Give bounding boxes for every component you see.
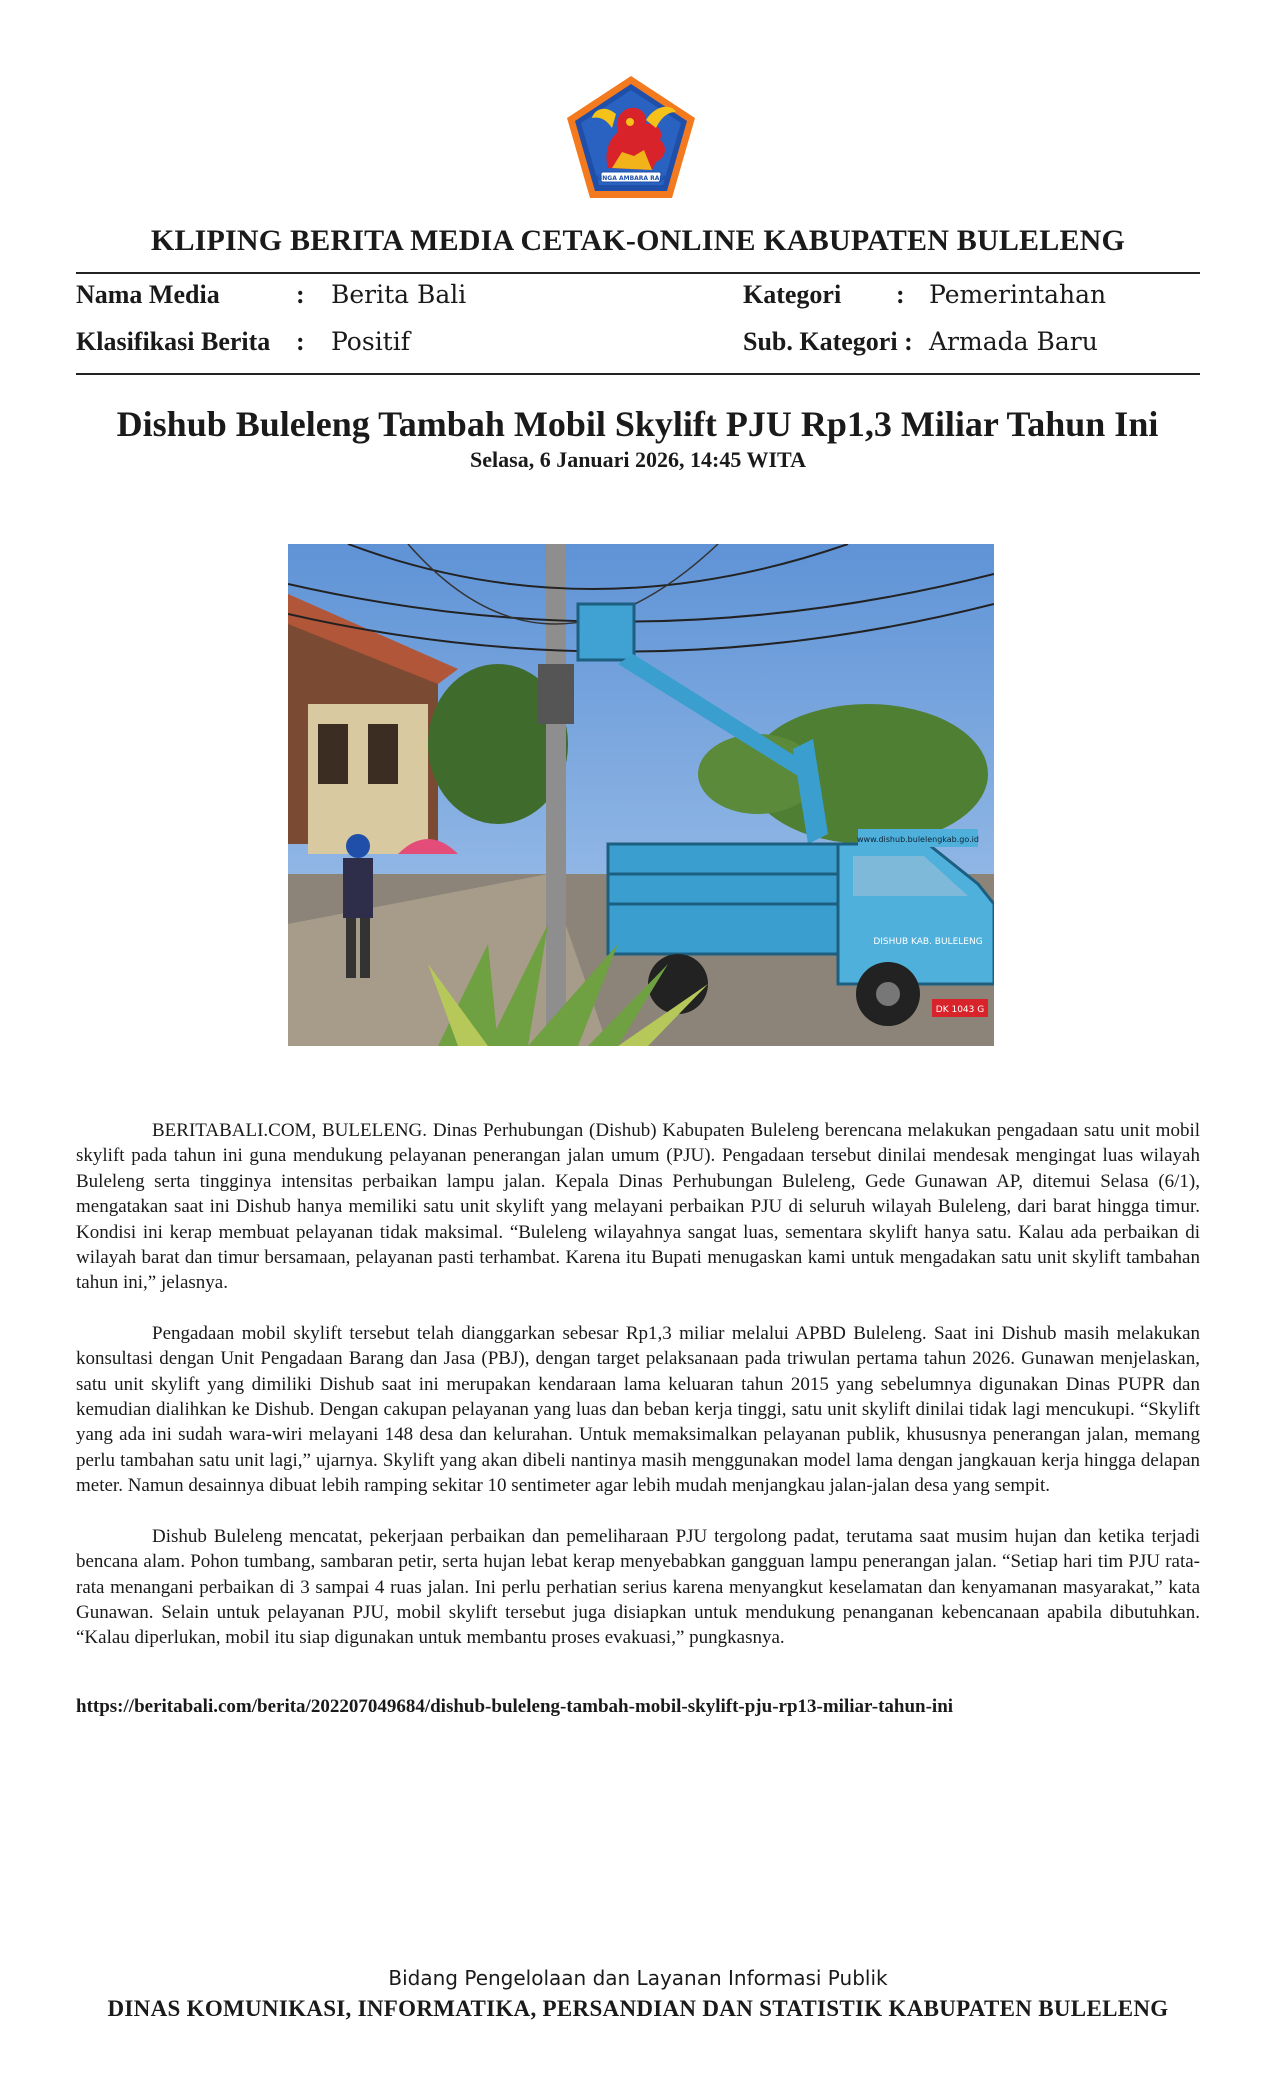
media-value: Berita Bali bbox=[331, 280, 467, 309]
subcategory-value: Armada Baru bbox=[929, 327, 1098, 356]
footer-division: Bidang Pengelolaan dan Layanan Informasi Publik bbox=[388, 1966, 888, 1990]
article-date: Selasa, 6 Januari 2026, 14:45 WITA bbox=[470, 447, 806, 472]
media-label: Nama Media bbox=[76, 280, 220, 309]
category-label: Kategori bbox=[743, 280, 842, 309]
article-photo-skylift-truck bbox=[288, 544, 994, 1046]
meta-row-classification bbox=[76, 327, 1200, 363]
document-header-title: KLIPING BERITA MEDIA CETAK-ONLINE KABUPATEN BULELENG bbox=[150, 224, 1126, 257]
skylift-truck-photo bbox=[288, 544, 994, 1046]
category-value: Pemerintahan bbox=[929, 280, 1107, 309]
footer-agency: DINAS KOMUNIKASI, INFORMATIKA, PERSANDIAN DAN STATISTIK KABUPATEN BULELENG bbox=[107, 1996, 1169, 2021]
article-title: Dishub Buleleng Tambah Mobil Skylift PJU Rp1,3 Miliar Tahun Ini bbox=[116, 404, 1159, 444]
media-separator: : bbox=[296, 280, 305, 309]
meta-row-media bbox=[76, 280, 1200, 316]
header-bottom-divider bbox=[76, 373, 1200, 375]
article-source-link[interactable]: https://beritabali.com/berita/202207049684/dishub-buleleng-tambah-mobil-skylift-pju-rp13-miliar-tahun-ini bbox=[76, 1696, 954, 1717]
classification-label: Klasifikasi Berita bbox=[76, 327, 271, 356]
category-separator: : bbox=[896, 280, 905, 309]
truck-door-text: DISHUB KAB. BULELENG bbox=[873, 937, 983, 947]
lion-emblem-icon bbox=[564, 74, 698, 200]
truck-plate-text: DK 1043 G bbox=[935, 1005, 985, 1015]
article-paragraph-2: Pengadaan mobil skylift tersebut telah dianggarkan sebesar Rp1,3 miliar melalui APBD Buleleng. Saat ini Dishub masih melakukan konsultasi dengan Unit Pengadaan Barang dan Jasa (PBJ), dengan target pelaksanaan pada triwulan pertama tahun 2026. Gunawan menjelaskan, satu unit skylift yang dimiliki Dishub saat ini merupakan kendaraan lama keluaran tahun 2015 yang sebelumnya digunakan Dinas PUPR dan kemudian dialihkan ke Dishub. Dengan cakupan pelayanan yang luas dan beban kerja tinggi, satu unit skylift dinilai tidak lagi mencukupi. “Skylift yang ada ini sudah wara-wiri melayani 148 desa dan kelurahan. Untuk memaksimalkan pelayanan publik, khususnya penerangan jalan, memang perlu tambahan satu unit lagi,” ujarnya. Skylift yang akan dibeli nantinya masih menggunakan model lama dengan jangkauan kerja hingga delapan meter. Namun desainnya dibuat lebih ramping sekitar 10 sentimeter agar lebih mudah menjangkau jalan-jalan desa yang sempit. bbox=[76, 1322, 1200, 1497]
logo-motto-text: SINGA AMBARA RAJA bbox=[595, 175, 667, 182]
header-top-divider bbox=[76, 272, 1200, 274]
article-body bbox=[76, 1118, 1200, 1676]
classification-separator: : bbox=[296, 327, 305, 356]
article-paragraph-1: BERITABALI.COM, BULELENG. Dinas Perhubungan (Dishub) Kabupaten Buleleng berencana melakukan pengadaan satu unit mobil skylift pada tahun ini guna mendukung pelayanan penerangan jalan umum (PJU). Pengadaan tersebut dinilai mendesak mengingat luas wilayah Buleleng serta tingginya intensitas perbaikan lampu jalan. Kepala Dinas Perhubungan Buleleng, Gede Gunawan AP, ditemui Selasa (6/1), mengatakan saat ini Dishub hanya memiliki satu unit skylift yang melayani perbaikan PJU di seluruh wilayah Buleleng, dari barat hingga timur. Kondisi ini kerap membuat pelayanan tidak maksimal. “Buleleng wilayahnya sangat luas, sementara skylift hanya satu. Kalau ada perbaikan di wilayah barat dan timur bersamaan, pelayanan pasti terhambat. Karena itu Bupati menugaskan kami untuk mengadakan satu unit skylift tambahan tahun ini,” jelasnya. bbox=[76, 1120, 1200, 1294]
article-paragraph-3: Dishub Buleleng mencatat, pekerjaan perbaikan dan pemeliharaan PJU tergolong padat, terutama saat musim hujan dan ketika terjadi bencana alam. Pohon tumbang, sambaran petir, serta hujan lebat kerap menyebabkan gangguan lampu penerangan jalan. “Setiap hari tim PJU rata-rata menangani perbaikan di 3 sampai 4 ruas jalan. Ini perlu perhatian serius karena menyangkut keselamatan dan kenyamanan masyarakat,” kata Gunawan. Selain untuk pelayanan PJU, mobil skylift tersebut juga disiapkan untuk mendukung penanganan kebencanaan apabila dibutuhkan. “Kalau diperlukan, mobil itu siap digunakan untuk membantu proses evakuasi,” pungkasnya. bbox=[76, 1525, 1200, 1649]
buleleng-emblem-logo bbox=[564, 74, 698, 200]
classification-value: Positif bbox=[331, 327, 410, 356]
truck-roof-sign-text: www.dishub.bulelengkab.go.id bbox=[857, 835, 979, 844]
subcategory-label: Sub. Kategori : bbox=[743, 327, 913, 356]
